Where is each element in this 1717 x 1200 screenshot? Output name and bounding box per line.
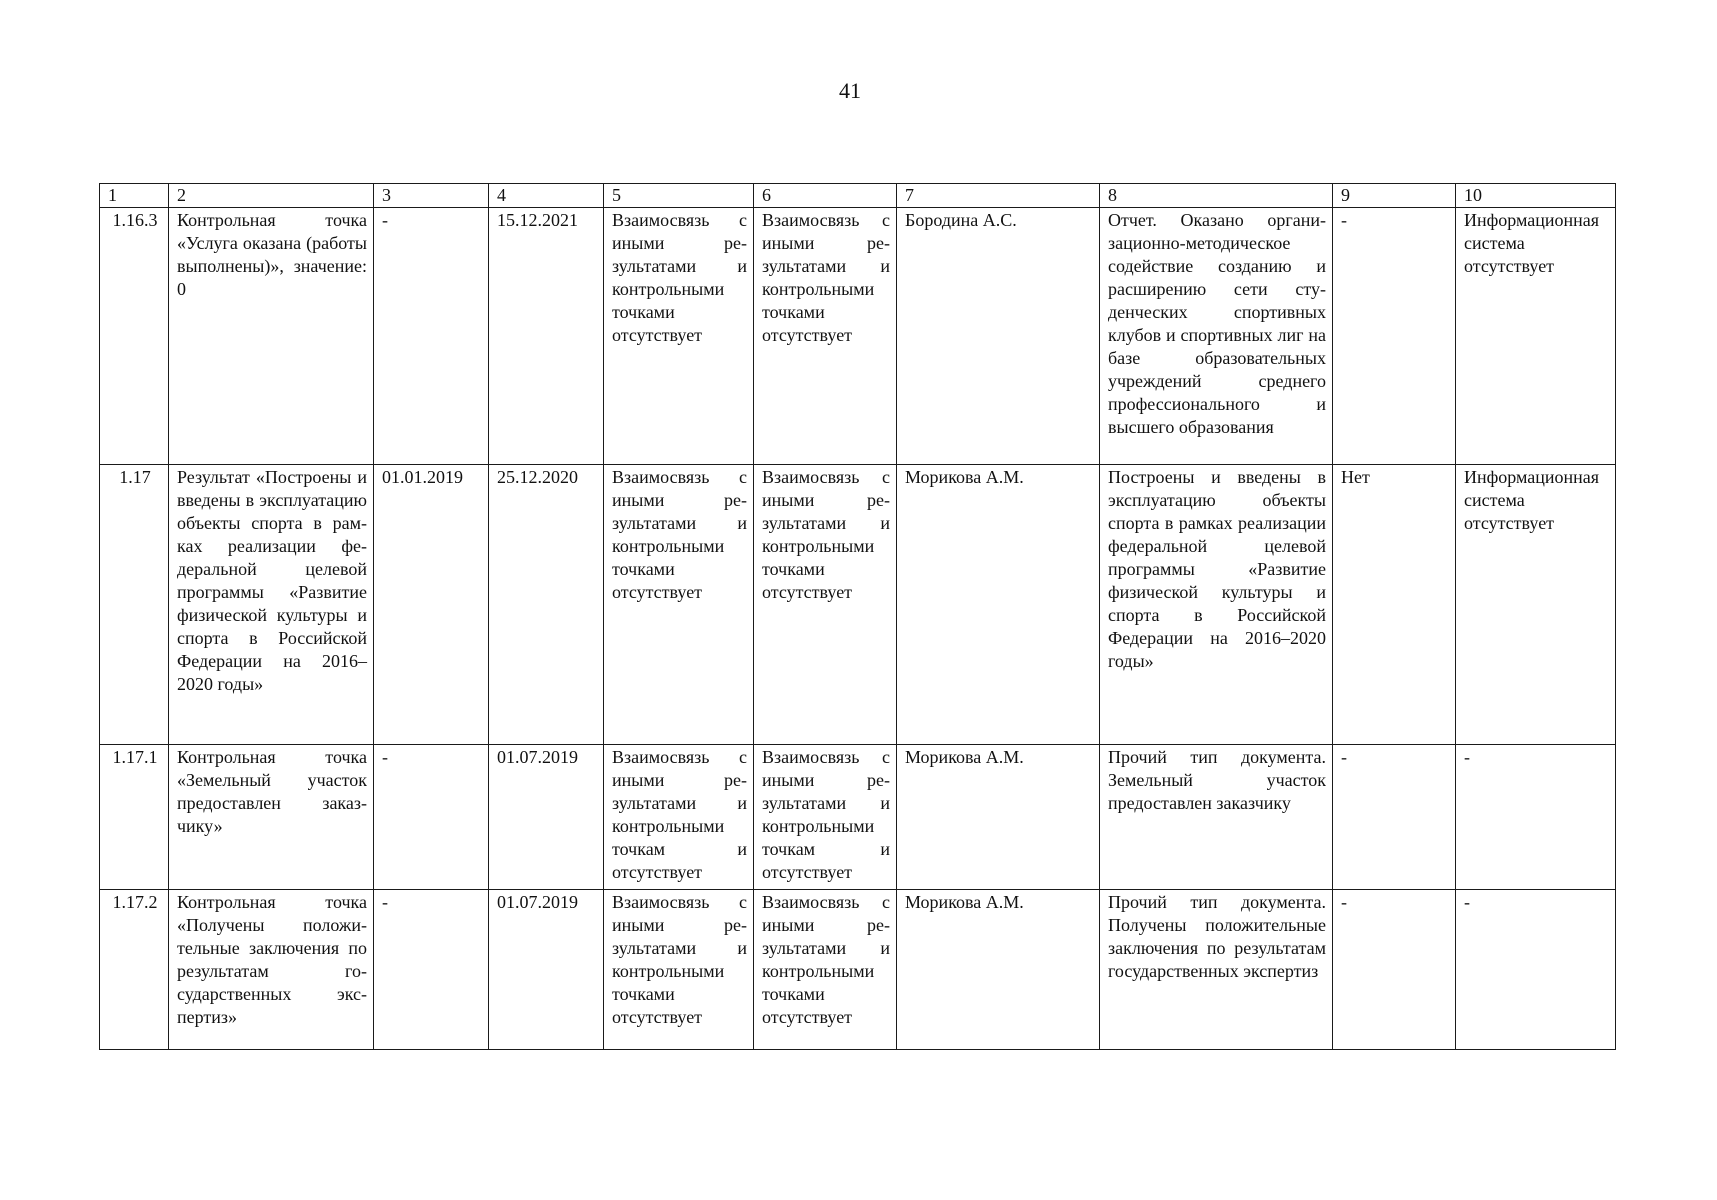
document-table <box>99 183 1616 1050</box>
header-cell: 5 <box>604 184 754 208</box>
start-date: - <box>374 745 489 890</box>
link-results-2: Взаимосвязь с иными результатами и контрольными точкам и отсутствует <box>754 745 897 890</box>
item-name: Результат «Построены и введены в эксплуатацию объекты спорта в рамках реализации федеральной целевой программы «Развитие физической культуры и спорта в Российской Федерации на 2016–2020 годы» <box>169 465 374 745</box>
link-results-2: Взаимосвязь с иными результатами и контрольными точками отсутствует <box>754 208 897 465</box>
table-row <box>100 745 1616 890</box>
info-system: Информационная система отсутствует <box>1456 208 1616 465</box>
start-date: - <box>374 890 489 1050</box>
link-results: Взаимосвязь с иными результатами и контрольными точками отсутствует <box>604 208 754 465</box>
level-control: Нет <box>1333 465 1456 745</box>
header-cell: 10 <box>1456 184 1616 208</box>
result-document: Прочий тип документа. Земельный участок предоставлен заказчику <box>1100 745 1333 890</box>
header-cell: 3 <box>374 184 489 208</box>
end-date: 15.12.2021 <box>489 208 604 465</box>
header-cell: 7 <box>897 184 1100 208</box>
result-document: Отчет. Оказано организационно-методическое содействие созданию и расширению сети студенческих спортивных клубов и спортивных лиг на базе образовательных учреждений среднего профессионального и высшего образования <box>1100 208 1333 465</box>
end-date: 25.12.2020 <box>489 465 604 745</box>
item-name: Контрольная точка «Земельный участок предоставлен заказчику» <box>169 745 374 890</box>
link-results-2: Взаимосвязь с иными результатами и контрольными точками отсутствует <box>754 890 897 1050</box>
header-cell: 9 <box>1333 184 1456 208</box>
end-date: 01.07.2019 <box>489 745 604 890</box>
responsible-person: Морикова А.М. <box>897 745 1100 890</box>
link-results: Взаимосвязь с иными результатами и контрольными точками отсутствует <box>604 890 754 1050</box>
result-document: Построены и введены в эксплуатацию объекты спорта в рамках реализации федеральной целевой программы «Развитие физической культуры и спорта в Российской Федерации на 2016–2020 годы» <box>1100 465 1333 745</box>
table-row <box>100 208 1616 465</box>
start-date: 01.01.2019 <box>374 465 489 745</box>
responsible-person: Бородина А.С. <box>897 208 1100 465</box>
table-row <box>100 890 1616 1050</box>
header-cell: 8 <box>1100 184 1333 208</box>
info-system: - <box>1456 745 1616 890</box>
row-number: 1.17.1 <box>100 745 169 890</box>
item-name: Контрольная точка «Получены положительные заключения по результатам государственных экспертиз» <box>169 890 374 1050</box>
start-date: - <box>374 208 489 465</box>
item-name: Контрольная точка «Услуга оказана (работы выполнены)», значение: 0 <box>169 208 374 465</box>
page-number: 41 <box>839 78 861 103</box>
responsible-person: Морикова А.М. <box>897 465 1100 745</box>
result-document: Прочий тип документа. Получены положительные заключения по результатам государственных экспертиз <box>1100 890 1333 1050</box>
table-header-row <box>100 184 1616 208</box>
row-number: 1.17 <box>100 465 169 745</box>
info-system: - <box>1456 890 1616 1050</box>
level-control: - <box>1333 745 1456 890</box>
row-number: 1.17.2 <box>100 890 169 1050</box>
link-results: Взаимосвязь с иными результатами и контрольными точкам и отсутствует <box>604 745 754 890</box>
link-results: Взаимосвязь с иными результатами и контрольными точками отсутствует <box>604 465 754 745</box>
header-cell: 6 <box>754 184 897 208</box>
level-control: - <box>1333 208 1456 465</box>
header-cell: 1 <box>100 184 169 208</box>
row-number: 1.16.3 <box>100 208 169 465</box>
link-results-2: Взаимосвязь с иными результатами и контрольными точками отсутствует <box>754 465 897 745</box>
info-system: Информационная система отсутствует <box>1456 465 1616 745</box>
end-date: 01.07.2019 <box>489 890 604 1050</box>
level-control: - <box>1333 890 1456 1050</box>
header-cell: 4 <box>489 184 604 208</box>
table-row <box>100 465 1616 745</box>
responsible-person: Морикова А.М. <box>897 890 1100 1050</box>
header-cell: 2 <box>169 184 374 208</box>
